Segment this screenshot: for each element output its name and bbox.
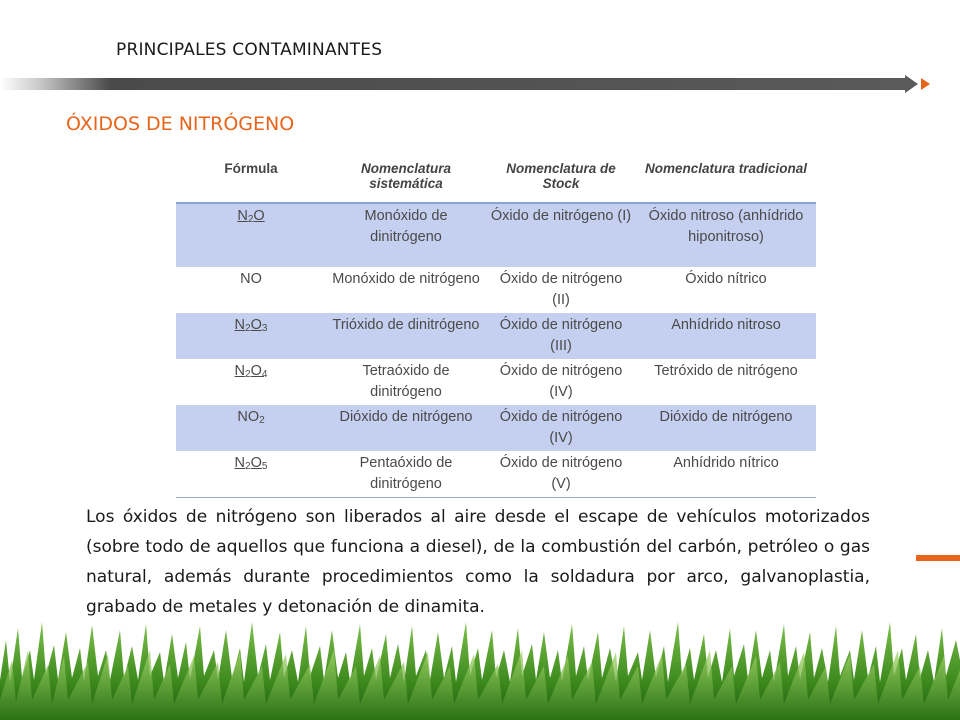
sistematica-cell: Trióxido de dinitrógeno bbox=[326, 313, 486, 359]
header-arrow-accent-icon bbox=[921, 78, 930, 90]
header-arrow-icon bbox=[905, 75, 918, 93]
nitrogen-oxides-table bbox=[176, 158, 816, 498]
stock-cell: Óxido de nitrógeno (II) bbox=[499, 271, 623, 308]
stock-cell: Óxido de nitrógeno (V) bbox=[486, 451, 636, 498]
formula-cell: $N_2O_3$ bbox=[176, 313, 326, 359]
sistematica-cell: Tetraóxido de dinitrógeno bbox=[362, 363, 450, 400]
sistematica-cell: Dióxido de nitrógeno bbox=[326, 405, 486, 451]
stock-cell: Óxido de nitrógeno (IV) bbox=[499, 363, 623, 400]
table-row bbox=[176, 203, 816, 267]
stock-cell: Óxido de nitrógeno (III) bbox=[486, 313, 636, 359]
sistematica-cell: Monóxido de dinitrógeno bbox=[326, 203, 486, 267]
column-header-sistematica: Nomenclatura sistemática bbox=[326, 158, 486, 203]
header-divider-bar bbox=[0, 78, 905, 90]
accent-bar bbox=[916, 555, 960, 561]
tradicional-cell: Anhídrido nítrico bbox=[636, 451, 816, 498]
table-row bbox=[176, 359, 816, 405]
table-row bbox=[176, 451, 816, 498]
formula-cell: $N_2O_5$ bbox=[176, 451, 326, 498]
table-row bbox=[176, 313, 816, 359]
column-header-stock: Nomenclatura de Stock bbox=[486, 158, 636, 203]
grass-decoration bbox=[0, 620, 960, 720]
sistematica-cell: Monóxido de nitrógeno bbox=[332, 271, 480, 287]
formula-cell: NO bbox=[240, 271, 262, 287]
formula-cell: $NO_2$ bbox=[176, 405, 326, 451]
tradicional-cell: Óxido nitroso (anhídrido hiponitroso) bbox=[636, 203, 816, 267]
stock-cell: Óxido de nitrógeno (I) bbox=[486, 203, 636, 267]
table-row bbox=[176, 405, 816, 451]
tradicional-cell: Anhídrido nitroso bbox=[636, 313, 816, 359]
sistematica-cell: Pentaóxido de dinitrógeno bbox=[326, 451, 486, 498]
tradicional-cell: Óxido nítrico bbox=[685, 271, 767, 287]
formula-cell: $N_2O$ bbox=[176, 203, 326, 267]
column-header-formula: Fórmula bbox=[176, 158, 326, 203]
slide-header-title: PRINCIPALES CONTAMINANTES bbox=[116, 40, 383, 60]
table-header-row bbox=[176, 158, 816, 203]
body-paragraph: Los óxidos de nitrógeno son liberados al aire desde el escape de vehículos motorizados (sobre todo de aquellos que funciona a diesel), de la combustión del carbón, petróleo o gas natural, además durante procedimientos como la soldadura por arco, galvanoplastia, grabado de metales y detonación de dinamita. bbox=[86, 507, 870, 617]
stock-cell: Óxido de nitrógeno (IV) bbox=[486, 405, 636, 451]
tradicional-cell: Dióxido de nitrógeno bbox=[636, 405, 816, 451]
section-title: ÓXIDOS DE NITRÓGENO bbox=[66, 113, 295, 135]
table-row bbox=[176, 267, 816, 313]
tradicional-cell: Tetróxido de nitrógeno bbox=[654, 363, 798, 379]
column-header-tradicional: Nomenclatura tradicional bbox=[636, 158, 816, 203]
formula-cell: $N_2O_4$ bbox=[234, 363, 268, 380]
